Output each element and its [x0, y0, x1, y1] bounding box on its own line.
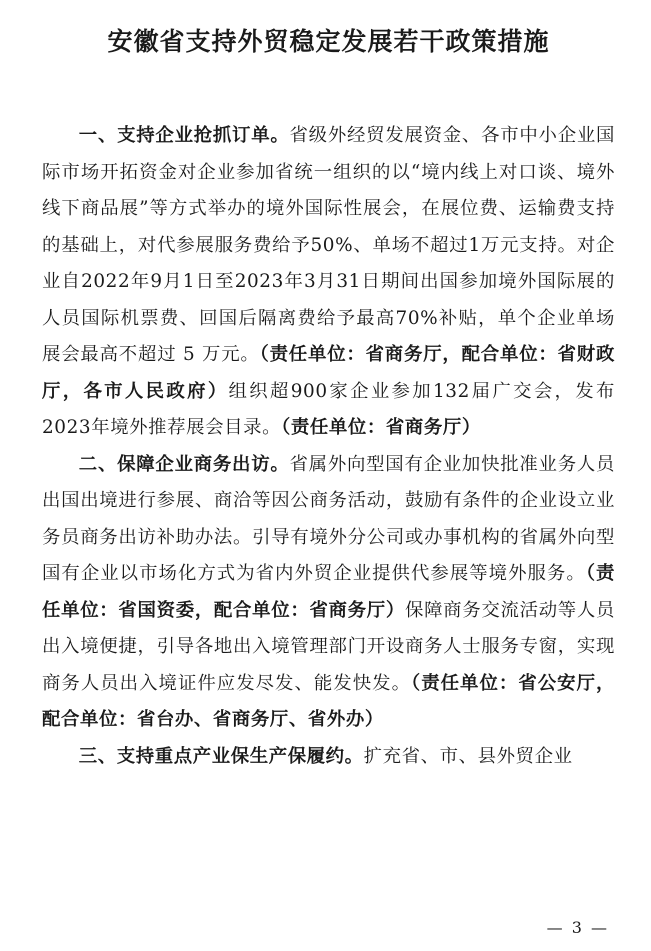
document-title: 安徽省支持外贸稳定发展若干政策措施 [107, 27, 550, 56]
section-paragraph-3 [42, 739, 615, 776]
section-text: 省属外向型国有企业加快批准业务人员出国出境进行参展、商洽等因公商务活动，鼓励有条件的企业设立业务员商务出访补助办法。引导有境外分公司或办事机构的省属外向型国有企业以市场化方式为省内外贸企业提供代参展等境外服务。 [42, 453, 615, 584]
section-paragraph-2 [42, 447, 615, 739]
section-text: 省级外经贸发展资金、各市中小企业国际市场开拓资金对企业参加省统一组织的以“境内线上对口谈、境外线下商品展”等方式举办的境外国际性展会，在展位费、运输费支持的基础上，对代参展服务费给予50%、单场不超过1万元支持。对企业自2022年9月1日至2023年3月31日期间出国参加境外国际展的人员国际机票费、回国后隔离费给予最高70%补贴，单个企业单场展会最高不超过 5 万元。 [42, 125, 615, 365]
section-text: 组织超900家企业参加132届广交会，发布2023年境外推荐展会目录。 [42, 380, 615, 438]
section-text: 保障商务交流活动等人员出入境便捷，引导各地出入境管理部门开设商务人士服务专窗，实现商务人员出入境证件应发尽发、能发快发。 [42, 599, 615, 694]
page-number: — 3 — [546, 918, 609, 937]
section-text: 扩充省、市、县外贸企业 [363, 745, 573, 767]
section-heading: 二、保障企业商务出访。 [78, 453, 290, 475]
responsibility-note: （责任单位：省商务厅，配合单位：省财政厅，各市人民政府） [42, 344, 615, 402]
responsibility-note: （责任单位：省国资委，配合单位：省商务厅） [42, 563, 615, 621]
section-heading: 一、支持企业抢抓订单。 [78, 125, 290, 146]
responsibility-note: （责任单位：省公安厅，配合单位：省台办、省商务厅、省外办） [42, 672, 615, 730]
section-heading: 三、支持重点产业保生产保履约。 [78, 745, 364, 767]
responsibility-note: （责任单位：省商务厅） [281, 417, 481, 438]
section-paragraph-1 [42, 118, 615, 447]
